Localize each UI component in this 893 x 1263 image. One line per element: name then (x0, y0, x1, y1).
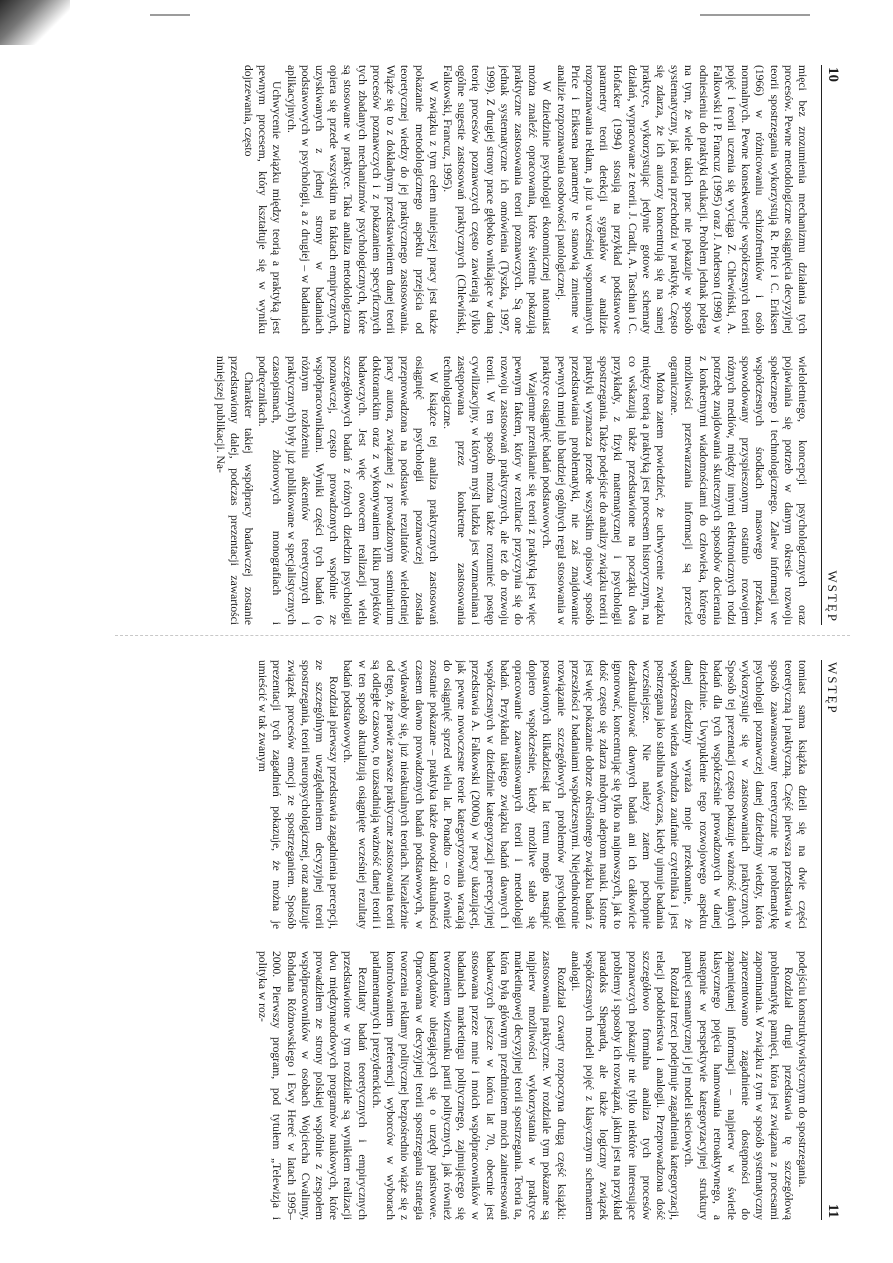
text-columns (119, 660, 809, 1220)
paragraph: Rozdział czwarty rozpoczyna drugą część książki: zastosowania praktyczne. W rozdziale tym pokazane są najpierw możliwości wykorzystania w praktyce marketingowej decyzyjnej teorii spostrzegania. Teoria ta, która była głównym przedmiotem moich zainteresowań badawczych jeszcze w końcu lat 70., obecnie jest stosowana przeze mnie i moich współpracowników w badaniach marketingu politycznego, zajmującego się tworzeniem wizerunku partii politycznych, jak również kandydatów ubiegających się o urzędy państwowe. Opracowana w decyzyjnej teorii spostrzegania strategia tworzenia reklamy politycznej bezpośrednio wiąże się z kontrolowaniem preferencji wyborców w wyborach parlamentarnych i prezydenckich. (369, 951, 568, 1220)
paragraph: Rozdział trzeci podejmuje zagadnienia kategoryzacji, relacji podobieństwa i analogii. Przeprowadzona dość szczegółowo formalna analiza tych procesów poznawczych pokazuje nie tylko niektóre interesujące problemy i sposoby ich rozwiązań, jakim jest na przykład paradoks Sheparda, ale także logiczny związek współczesnych modeli pojęć z klasycznym schematem analogii. (568, 951, 682, 1220)
paragraph: Uchwycenie związku między teorią a praktyką jest pewnym procesem, który kształtuje się w wyniku dojrzewania, często (242, 65, 284, 334)
book-gutter (115, 635, 850, 650)
paragraph: mięci bez zrozumienia mechanizmu działania tych procesów. Pewne metodologiczne osiągnięcia decyzyjnej teorii spostrzegania wykorzystują R. Price i C. Eriksen (1966) w różnicowaniu schizofreników i osób normalnych. Pewne konsekwencje współczesnych teorii pojęć i teorii uczenia się wyciąga Z. Chlewiński, A. Falkowski i P. Francuz (1995) oraz J. Anderson (1998) w odniesieniu do praktyki edukacji. Problem jednak polega na tym, że wiele takich prac nie pokazuje w sposób systematyczny, jak teoria przechodzi w praktykę. Często się zdarza, że ich autorzy koncentrują się na samej praktyce, wykorzystując jedynie gotowe schematy działań, wypracowane z teorii. J. Cradit, A. Taschian i C. Hofacker (1994) stosują na przykład podstawowe parametry teorii detekcji sygnałów w analizie rozpoznawania reklam, a już u wcześniej wspomnianych Price i Eriksena parametry te stanowią zmienne w analizie rozpoznawania osobowości patologicznej. (554, 65, 809, 334)
paragraph: Rozdział pierwszy przedstawia zagadnienia percepcji, ze szczególnym uwzględnieniem decyzyjnej teorii spostrzegania, teorii neuropsychologicznej, oraz analizuje związek procesów emocji ze spostrzeganiem. Sposób prezentacji tych zagadnień pokazuje, że można je umieścić w tak zwanym (256, 660, 341, 929)
text-column-1 (119, 65, 809, 334)
page-right (115, 660, 850, 1220)
paragraph: podejściu konstruktywistycznym do spostrzegania. (796, 951, 809, 1188)
paragraph: Rozdział drugi przedstawia tę szczegółową problematykę pamięci, która jest związana z procesami zapominania. W związku z tym w sposób systematyczny zaprezentowano zagadnienie dostępności do zapamiętanej informacji – najpierw w świetle klasycznego pojęcia hamowania retroaktywnego, a następnie w perspektywie kategoryzacyjnej struktury pamięci semantycznej i jej modeli sieciowych. (682, 951, 795, 1220)
text-column-2 (119, 356, 809, 625)
rotated-spread (115, 65, 850, 1220)
running-header (821, 65, 850, 625)
running-head-title: WSTĘP (825, 662, 840, 715)
paragraph: W książce tej analiza praktycznych zastosowań osiągnięć psychologii poznawczej została przeprowadzona na podstawie rezultatów wieloletniej pracy autora, związanej z prowadzonym seminarium doktoranckim oraz z wykonywaniem kilku projektów badawczych. Jest więc owocem realizacji wielu szczegółowych badań z różnych dziedzin psychologii poznawczej, często prowadzonych wspólnie ze współpracownikami. Wyniki części tych badań (o różnym rozłożeniu akcentów teoretycznych i praktycznych) były już publikowane w specjalistycznych czasopismach, zbiorowych monografiach i podręcznikach. (256, 356, 440, 625)
paragraph: tomiast sama książka dzieli się na dwie części teoretyczną i praktyczną. Część pierwsza przedstawia w sposób zaawansowany teoretycznie tę problematykę psychologii poznawczej danej dziedziny wiedzy, która wykorzystuje się w zastosowaniach praktycznych. Sposób tej prezentacji często pokazuje ważność danych badań dla tych współcześnie prowadzonych w danej dziedzinie. Uwypuklenie tego rozwojowego aspektu danej dziedziny wyraża moje przekonanie, że współczesna wiedza wzbudza zaufanie czytelnika i jest postrzegana jako stabilna wówczas, kiedy ujmuje badania wcześniejsze. Nie należy zatem pochopnie dezaktualizować dawnych badań ani ich całkowicie ignorować, koncentrując się tylko na najnowszych, jak to dość często się zdarza młodym adeptom nauki. Istotne jest więc pokazanie dobrze określonego związku badań z przeszłości z badaniami współczesnymi. Niejednokrotnie rozwiązanie szczegółowych problemów psychologii postawionych kilkadziesiąt lat temu mogło nastąpić dopiero współcześnie, kiedy możliwe stało się opracowanie zaawansowanych teorii i metodologii badań. Przykładu takiego związku badań dawnych i współczesnych w dziedzinie kategoryzacji percepcyjnej przedstawia A. Falkowski (2000a) w pracy ukazującej, jak pewne nowoczesne teorie kategoryzowania wracają do osiągnięć sprzed wielu lat. Ponadto – co również zostanie pokazane – praktyka także dowodzi aktualności czasem dawno prowadzonych badań podstawowych, w wydawałoby się, już nieaktualnych teoriach. Niezależnie od tego, że prawie zawsze praktyczne zastosowania teorii są odległe czasowo, to uzasadniają ważność danej teorii i w ten sposób aktualizują osiągnięte wcześniej rezultaty badań podstawowych. (341, 660, 809, 929)
text-column-1 (119, 660, 809, 929)
paragraph: Można zatem powiedzieć, że uchwycenie związku między teorią a praktyką jest procesem historycznym, na co wskazują także przedstawione na początku dwa przykłady, z fizyki matematycznej i psychologii spostrzegania. Także podejście do analizy związku teorii i praktyki wyznacza przede wszystkim opisowy sposób przedstawiania problematyki, nie zaś znajdowanie pewnych mniej lub bardziej ogólnych reguł stosowania w praktyce osiągnięć badań podstawowych. (540, 356, 667, 625)
paragraph: wieloletniego, koncepcji psychologicznych oraz pojawiania się potrzeb w danym okresie rozwoju społecznego i technologicznego. Zalew informacji we współczesnych środkach masowego przekazu, spowodowany przyspieszonym ostatnio rozwojem różnych mediów, między innymi elektronicznych rodzi potrzebę znajdowania skutecznych sposobów docierania z konkretnymi wiadomościami do człowieka, którego możliwości przetwarzania informacji są przecież ograniczone. (668, 356, 809, 625)
page-left (115, 65, 850, 625)
running-header (821, 660, 850, 1220)
paragraph: Wzajemne przenikanie się teorii z praktyką jest więc pewnym faktem, który w rezultacie przyczynia się do rozwoju zastosowań praktycznych, ale też do rozwoju teorii. W ten sposób można także rozumieć postęp cywilizacyjny, w którym myśl ludzka jest wzmacniana i zastępowana przez konkretne zastosowania technologiczne. (440, 356, 540, 625)
scan-speck (150, 14, 190, 16)
paragraph: W dziedzinie psychologii ekonomicznej natomiast można znaleźć opracowania, które świetnie pokazują praktyczne zastosowania teorii poznawczych. Są one jednak systematyczne ich omówienia (Tyszka, 1997, 1999). Z drugiej strony prace głęboko wnikające w daną teorię procesów poznawczych często zawierają tylko ogólne sugestie zastosowań praktycznych (Chlewiński, Falkowski, Francuz, 1995). (440, 65, 554, 334)
page-number: 11 (825, 1203, 841, 1218)
paragraph: W związku z tym celem niniejszej pracy jest także pokazanie metodologicznego aspektu przejścia od teoretycznej wiedzy do jej praktycznego zastosowania. Wiąże się to z dokładnym przedstawieniem danej teorii procesów poznawczych i z pokazaniem specyficznych tych zbadanych mechanizmów psychologicznych, które są stosowane w praktyce. Taka analiza metodologiczna opiera się przede wszystkim na faktach empirycznych, uzyskiwanych z jednej strony w badaniach podstawowych w psychologii, a z drugiej – w badaniach aplikacyjnych. (284, 65, 440, 334)
paragraph: Charakter takiej współpracy badawczej zostanie przedstawiony dalej, podczas prezentacji zawartości niniejszej publikacji. Na- (213, 356, 256, 625)
text-columns (119, 65, 809, 625)
running-head-title: WSTĘP (825, 570, 840, 623)
page-number: 10 (825, 67, 841, 82)
scan-corner-shadow (0, 0, 70, 45)
paragraph: Rezultaty badań teoretycznych i empirycznych przedstawione w tym rozdziale są wynikiem realizacji dwu międzynarodowych programów naukowych, które prowadziłem ze strony polskiej wspólnie z zespołem współpracowników w osobach Wojciecha Cwalinny, Bohdana Różnowskiego i Ewy Hereć w latach 1995–2000. Pierwszy program, pod tytułem „Telewizja i polityka w roz- (256, 951, 369, 1220)
scan-speck (700, 14, 810, 16)
text-column-2 (119, 951, 809, 1220)
